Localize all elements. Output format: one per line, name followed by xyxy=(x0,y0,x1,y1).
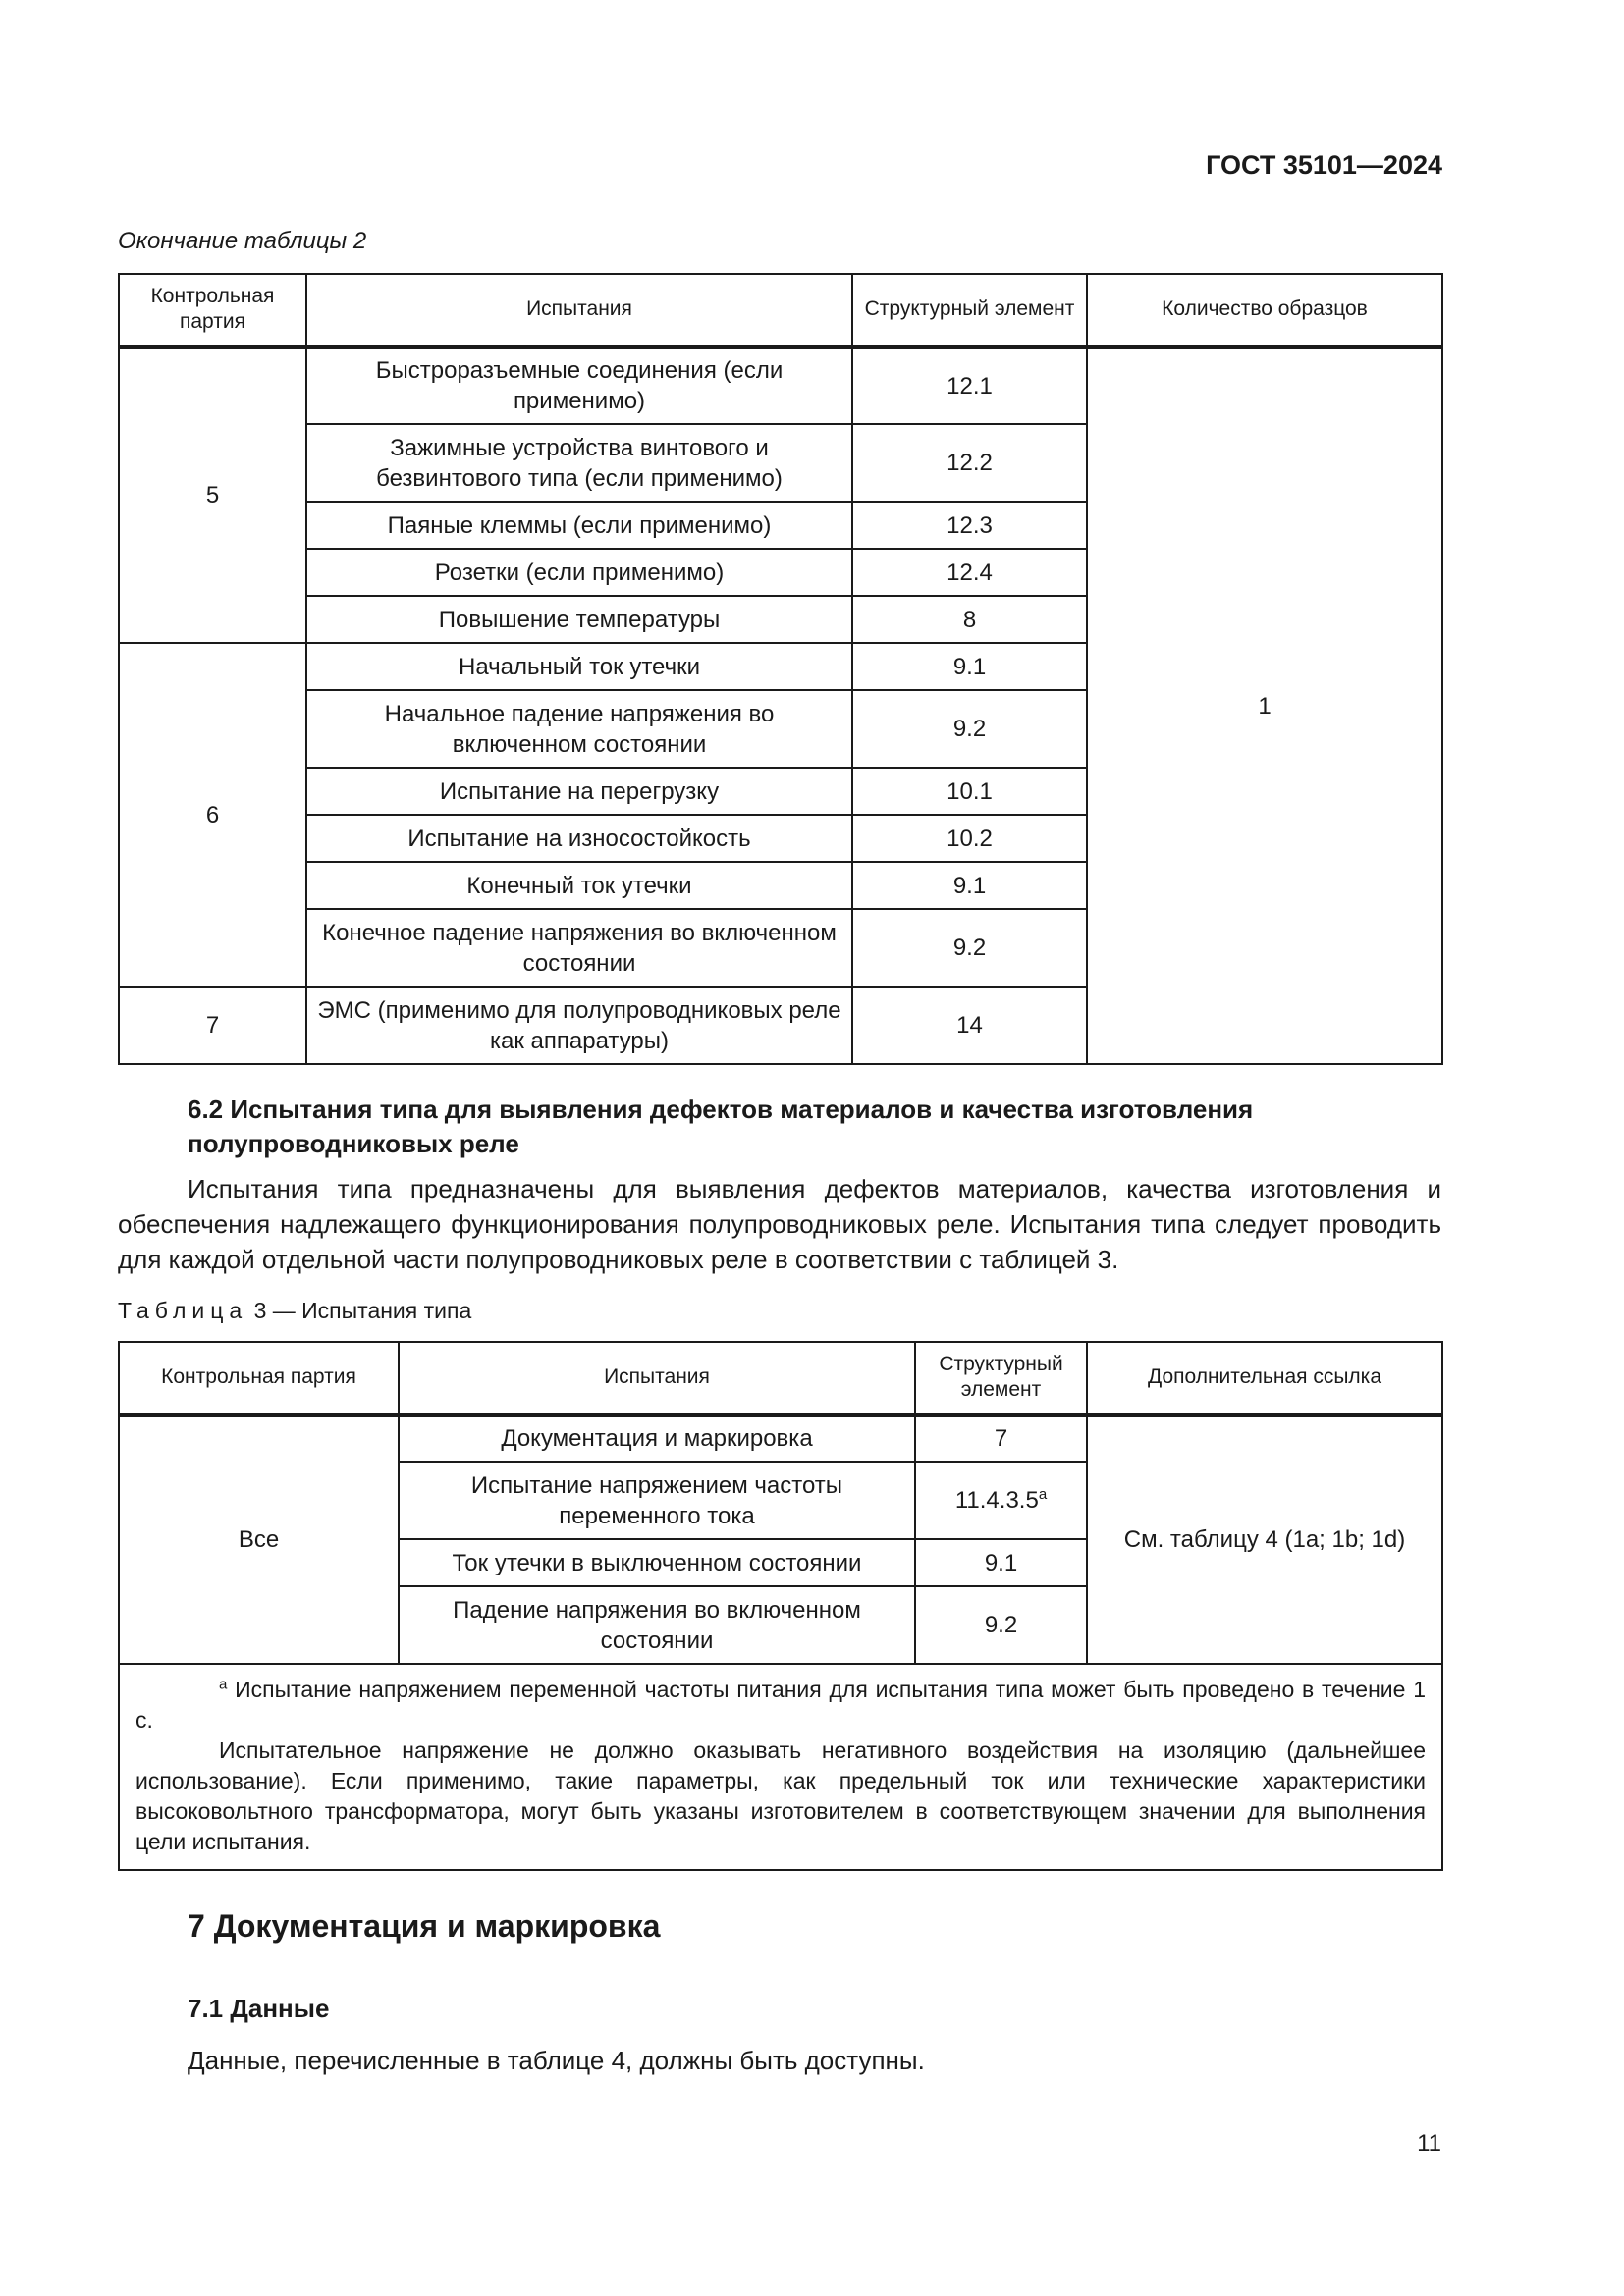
footnote-paragraph xyxy=(135,1675,1426,1735)
element-cell: 9.1 xyxy=(915,1539,1087,1586)
table-2-continuation-label: Окончание таблицы 2 xyxy=(118,228,367,254)
table-3-caption-title: 3 — Испытания типа xyxy=(253,1298,472,1323)
element-value: 11.4.3.5 xyxy=(954,1487,1039,1514)
test-cell: Конечное падение напряжения во включенном состоянии xyxy=(306,909,852,987)
element-cell: 12.4 xyxy=(852,549,1087,596)
test-cell: Документация и маркировка xyxy=(399,1415,915,1462)
element-cell: 12.3 xyxy=(852,502,1087,549)
test-cell: Испытание на перегрузку xyxy=(306,768,852,815)
test-cell: Начальное падение напряжения во включенном состоянии xyxy=(306,690,852,768)
header-reference: Дополнительная ссылка xyxy=(1087,1342,1442,1415)
table-row xyxy=(119,347,1442,424)
header-element: Структурный элемент xyxy=(915,1342,1087,1415)
section-7-heading: 7 Документация и маркировка xyxy=(188,1908,661,1944)
reference-cell: См. таблицу 4 (1a; 1b; 1d) xyxy=(1087,1415,1442,1664)
element-cell: 14 xyxy=(852,987,1087,1064)
header-tests: Испытания xyxy=(399,1342,915,1415)
element-cell: 9.1 xyxy=(852,862,1087,909)
section-6-2-heading: 6.2 Испытания типа для выявления дефектов материалов и качества изготовления полупроводниковых реле xyxy=(188,1095,1254,1158)
table-footnote-row xyxy=(119,1664,1442,1870)
test-cell: Конечный ток утечки xyxy=(306,862,852,909)
header-element: Структурный элемент xyxy=(852,274,1087,347)
element-cell: 9.2 xyxy=(915,1586,1087,1664)
test-cell: Зажимные устройства винтового и безвинтового типа (если применимо) xyxy=(306,424,852,502)
batch-cell: 7 xyxy=(119,987,306,1064)
footnote-paragraph: Испытательное напряжение не должно оказывать негативного воздействия на изоляцию (дальнейшее использование). Если применимо, такие параметры, как предельный ток или технические характеристики высоковольтного трансформатора, могут быть указаны изготовителем в соответствующем значении для выполнения цели испытания. xyxy=(135,1737,1426,1854)
test-cell: Ток утечки в выключенном состоянии xyxy=(399,1539,915,1586)
table-3 xyxy=(118,1341,1443,1871)
element-cell: 12.1 xyxy=(852,347,1087,424)
element-cell: 8 xyxy=(852,596,1087,643)
section-7-1-heading: 7.1 Данные xyxy=(188,1994,330,2023)
header-quantity: Количество образцов xyxy=(1087,274,1442,347)
section-7-1-paragraph: Данные, перечисленные в таблице 4, должны быть доступны. xyxy=(188,2046,925,2075)
batch-cell: Все xyxy=(119,1415,399,1664)
test-cell: Испытание на износостойкость xyxy=(306,815,852,862)
header-batch: Контрольная партия xyxy=(119,274,306,347)
page-number: 11 xyxy=(1417,2130,1441,2157)
test-cell: Падение напряжения во включенном состоянии xyxy=(399,1586,915,1664)
table-header-row xyxy=(119,274,1442,347)
table-footnote xyxy=(119,1664,1442,1870)
element-cell xyxy=(915,1462,1087,1539)
test-cell: Испытание напряжением частоты переменного тока xyxy=(399,1462,915,1539)
table-3-caption-word: Таблица xyxy=(118,1298,248,1323)
batch-cell: 5 xyxy=(119,347,306,643)
table-header-row xyxy=(119,1342,1442,1415)
table-row xyxy=(119,1415,1442,1462)
element-cell: 7 xyxy=(915,1415,1087,1462)
document-code: ГОСТ 35101—2024 xyxy=(1206,150,1442,180)
table-2 xyxy=(118,273,1443,1065)
footnote-marker: a xyxy=(1038,1486,1048,1503)
element-cell: 10.2 xyxy=(852,815,1087,862)
test-cell: Розетки (если применимо) xyxy=(306,549,852,596)
batch-cell: 6 xyxy=(119,643,306,987)
section-6-2-paragraph: Испытания типа предназначены для выявления дефектов материалов, качества изготовления и обеспечения надлежащего функционирования полупроводниковых реле. Испытания типа следует проводить для каждой отдельной части полупроводниковых реле в соответствии с таблицей 3. xyxy=(118,1174,1441,1274)
element-cell: 9.1 xyxy=(852,643,1087,690)
test-cell: Начальный ток утечки xyxy=(306,643,852,690)
test-cell: Быстроразъемные соединения (если применимо) xyxy=(306,347,852,424)
test-cell: Паяные клеммы (если применимо) xyxy=(306,502,852,549)
footnote-mark: a xyxy=(219,1676,228,1693)
quantity-cell: 1 xyxy=(1087,347,1442,1064)
footnote-text: Испытание напряжением переменной частоты питания для испытания типа может быть проведено в течение 1 с. xyxy=(135,1677,1427,1733)
element-cell: 9.2 xyxy=(852,909,1087,987)
element-cell: 12.2 xyxy=(852,424,1087,502)
header-batch: Контрольная партия xyxy=(119,1342,399,1415)
element-cell: 9.2 xyxy=(852,690,1087,768)
test-cell: Повышение температуры xyxy=(306,596,852,643)
header-tests: Испытания xyxy=(306,274,852,347)
element-cell: 10.1 xyxy=(852,768,1087,815)
table-3-caption xyxy=(118,1298,471,1324)
test-cell: ЭМС (применимо для полупроводниковых реле как аппаратуры) xyxy=(306,987,852,1064)
